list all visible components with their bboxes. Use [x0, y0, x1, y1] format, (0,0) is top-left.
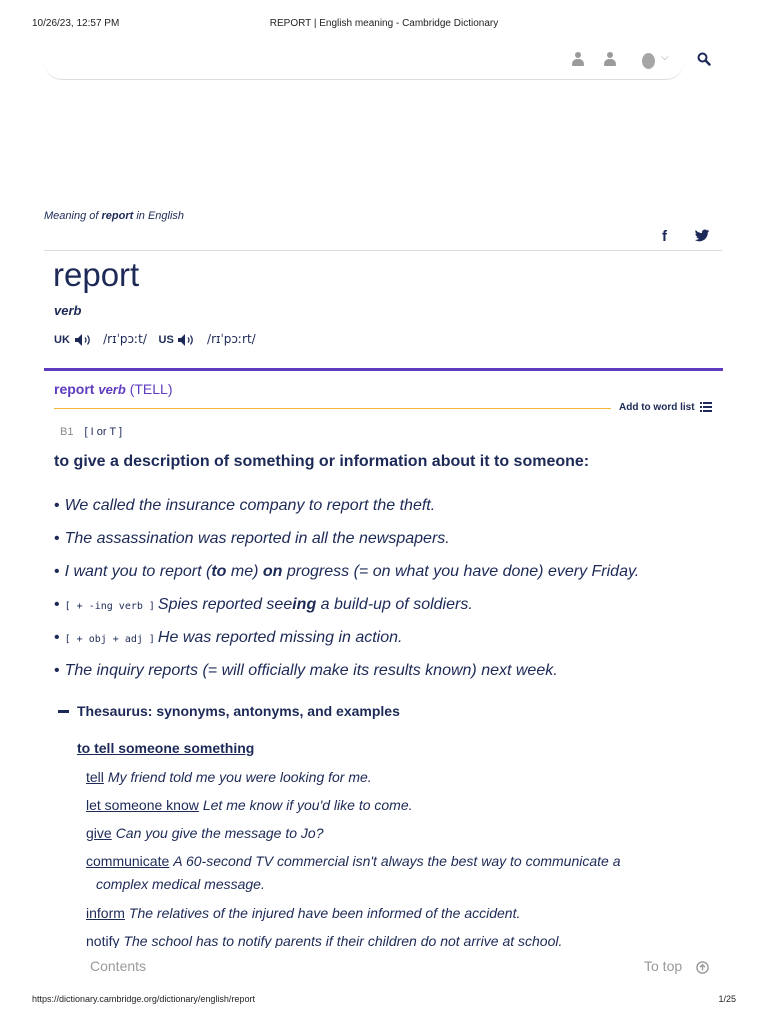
- pronunciation-row: [54, 331, 256, 349]
- sense-rule: [54, 408, 611, 409]
- speaker-icon[interactable]: [177, 333, 197, 347]
- meaning-of-line: Meaning of report in English: [44, 210, 185, 222]
- print-timestamp: 10/26/23, 12:57 PM: [32, 18, 120, 29]
- contents-button[interactable]: Contents: [90, 958, 147, 974]
- thesaurus-topic-link[interactable]: to tell someone something: [77, 740, 255, 756]
- chevron-down-icon[interactable]: ⌵: [661, 52, 669, 63]
- synonym-link[interactable]: let someone know: [86, 797, 199, 813]
- us-label: US: [158, 334, 174, 346]
- example-item: • The assassination was reported in all the newspapers.: [54, 530, 450, 547]
- to-top-button[interactable]: To top: [644, 958, 709, 974]
- print-url: https://dictionary.cambridge.org/dictionary/english/report: [32, 994, 255, 1004]
- example-item: • I want you to report (to me) on progress (= on what you have done) every Friday.: [54, 563, 640, 580]
- list-icon: [700, 402, 712, 412]
- synonym-item: communicate A 60-second TV commercial isn't always the best way to communicate a complex medical message.: [86, 853, 621, 892]
- grammar-code: [ I or T ]: [84, 426, 123, 438]
- us-ipa: /rɪˈpɔːrt/: [207, 332, 256, 346]
- grammar-info: [60, 426, 122, 438]
- example-item: • We called the insurance company to report the theft.: [54, 497, 436, 514]
- synonym-item: inform The relatives of the injured have been informed of the accident.: [86, 905, 521, 921]
- synonym-link[interactable]: inform: [86, 905, 125, 921]
- person-icon[interactable]: [604, 52, 616, 68]
- meaning-word: report: [101, 210, 134, 222]
- print-footer: [32, 994, 736, 1008]
- synonym-item: tell My friend told me you were looking for me.: [86, 769, 372, 785]
- collapse-icon: [58, 710, 69, 713]
- speaker-icon[interactable]: [74, 333, 94, 347]
- uk-label: UK: [54, 334, 70, 346]
- definition: to give a description of something or information about it to someone:: [54, 453, 590, 470]
- thesaurus-toggle[interactable]: Thesaurus: synonyms, antonyms, and examples: [58, 703, 400, 719]
- synonym-link[interactable]: give: [86, 825, 112, 841]
- example-item: • [ + obj + adj ] He was reported missing in action.: [54, 629, 403, 646]
- synonym-item: let someone know Let me know if you'd like to come.: [86, 797, 413, 813]
- add-to-word-list-button[interactable]: Add to word list: [619, 402, 712, 413]
- synonym-link[interactable]: notify: [86, 933, 120, 948]
- section-rule: [44, 368, 723, 371]
- site-header-bar: [44, 40, 684, 80]
- search-icon[interactable]: [697, 52, 711, 66]
- cefr-level-badge: B1: [60, 426, 74, 438]
- synonym-item: give Can you give the message to Jo?: [86, 825, 324, 841]
- synonym-item: notify The school has to notify parents if their children do not arrive at school.: [86, 933, 563, 948]
- sense-header: report verb (TELL): [54, 381, 173, 397]
- example-list: [54, 496, 734, 694]
- facebook-icon[interactable]: f: [662, 228, 667, 245]
- example-item: • [ + -ing verb ] Spies reported seeing a build-up of soldiers.: [54, 596, 473, 613]
- globe-icon[interactable]: [642, 53, 655, 69]
- headword: report: [53, 256, 140, 293]
- person-icon[interactable]: [572, 52, 584, 68]
- part-of-speech: verb: [54, 303, 82, 318]
- synonym-link[interactable]: communicate: [86, 853, 170, 869]
- print-page-title: REPORT | English meaning - Cambridge Dictionary: [269, 18, 499, 29]
- synonym-link[interactable]: tell: [86, 769, 104, 785]
- twitter-icon[interactable]: [694, 228, 710, 244]
- arrow-up-circle-icon: [696, 961, 709, 974]
- example-item: • The inquiry reports (= will officially make its results known) next week.: [54, 662, 558, 679]
- divider: [44, 250, 722, 251]
- print-page-number: 1/25: [718, 994, 736, 1004]
- uk-ipa: /rɪˈpɔːt/: [103, 332, 147, 346]
- print-header: [32, 18, 736, 32]
